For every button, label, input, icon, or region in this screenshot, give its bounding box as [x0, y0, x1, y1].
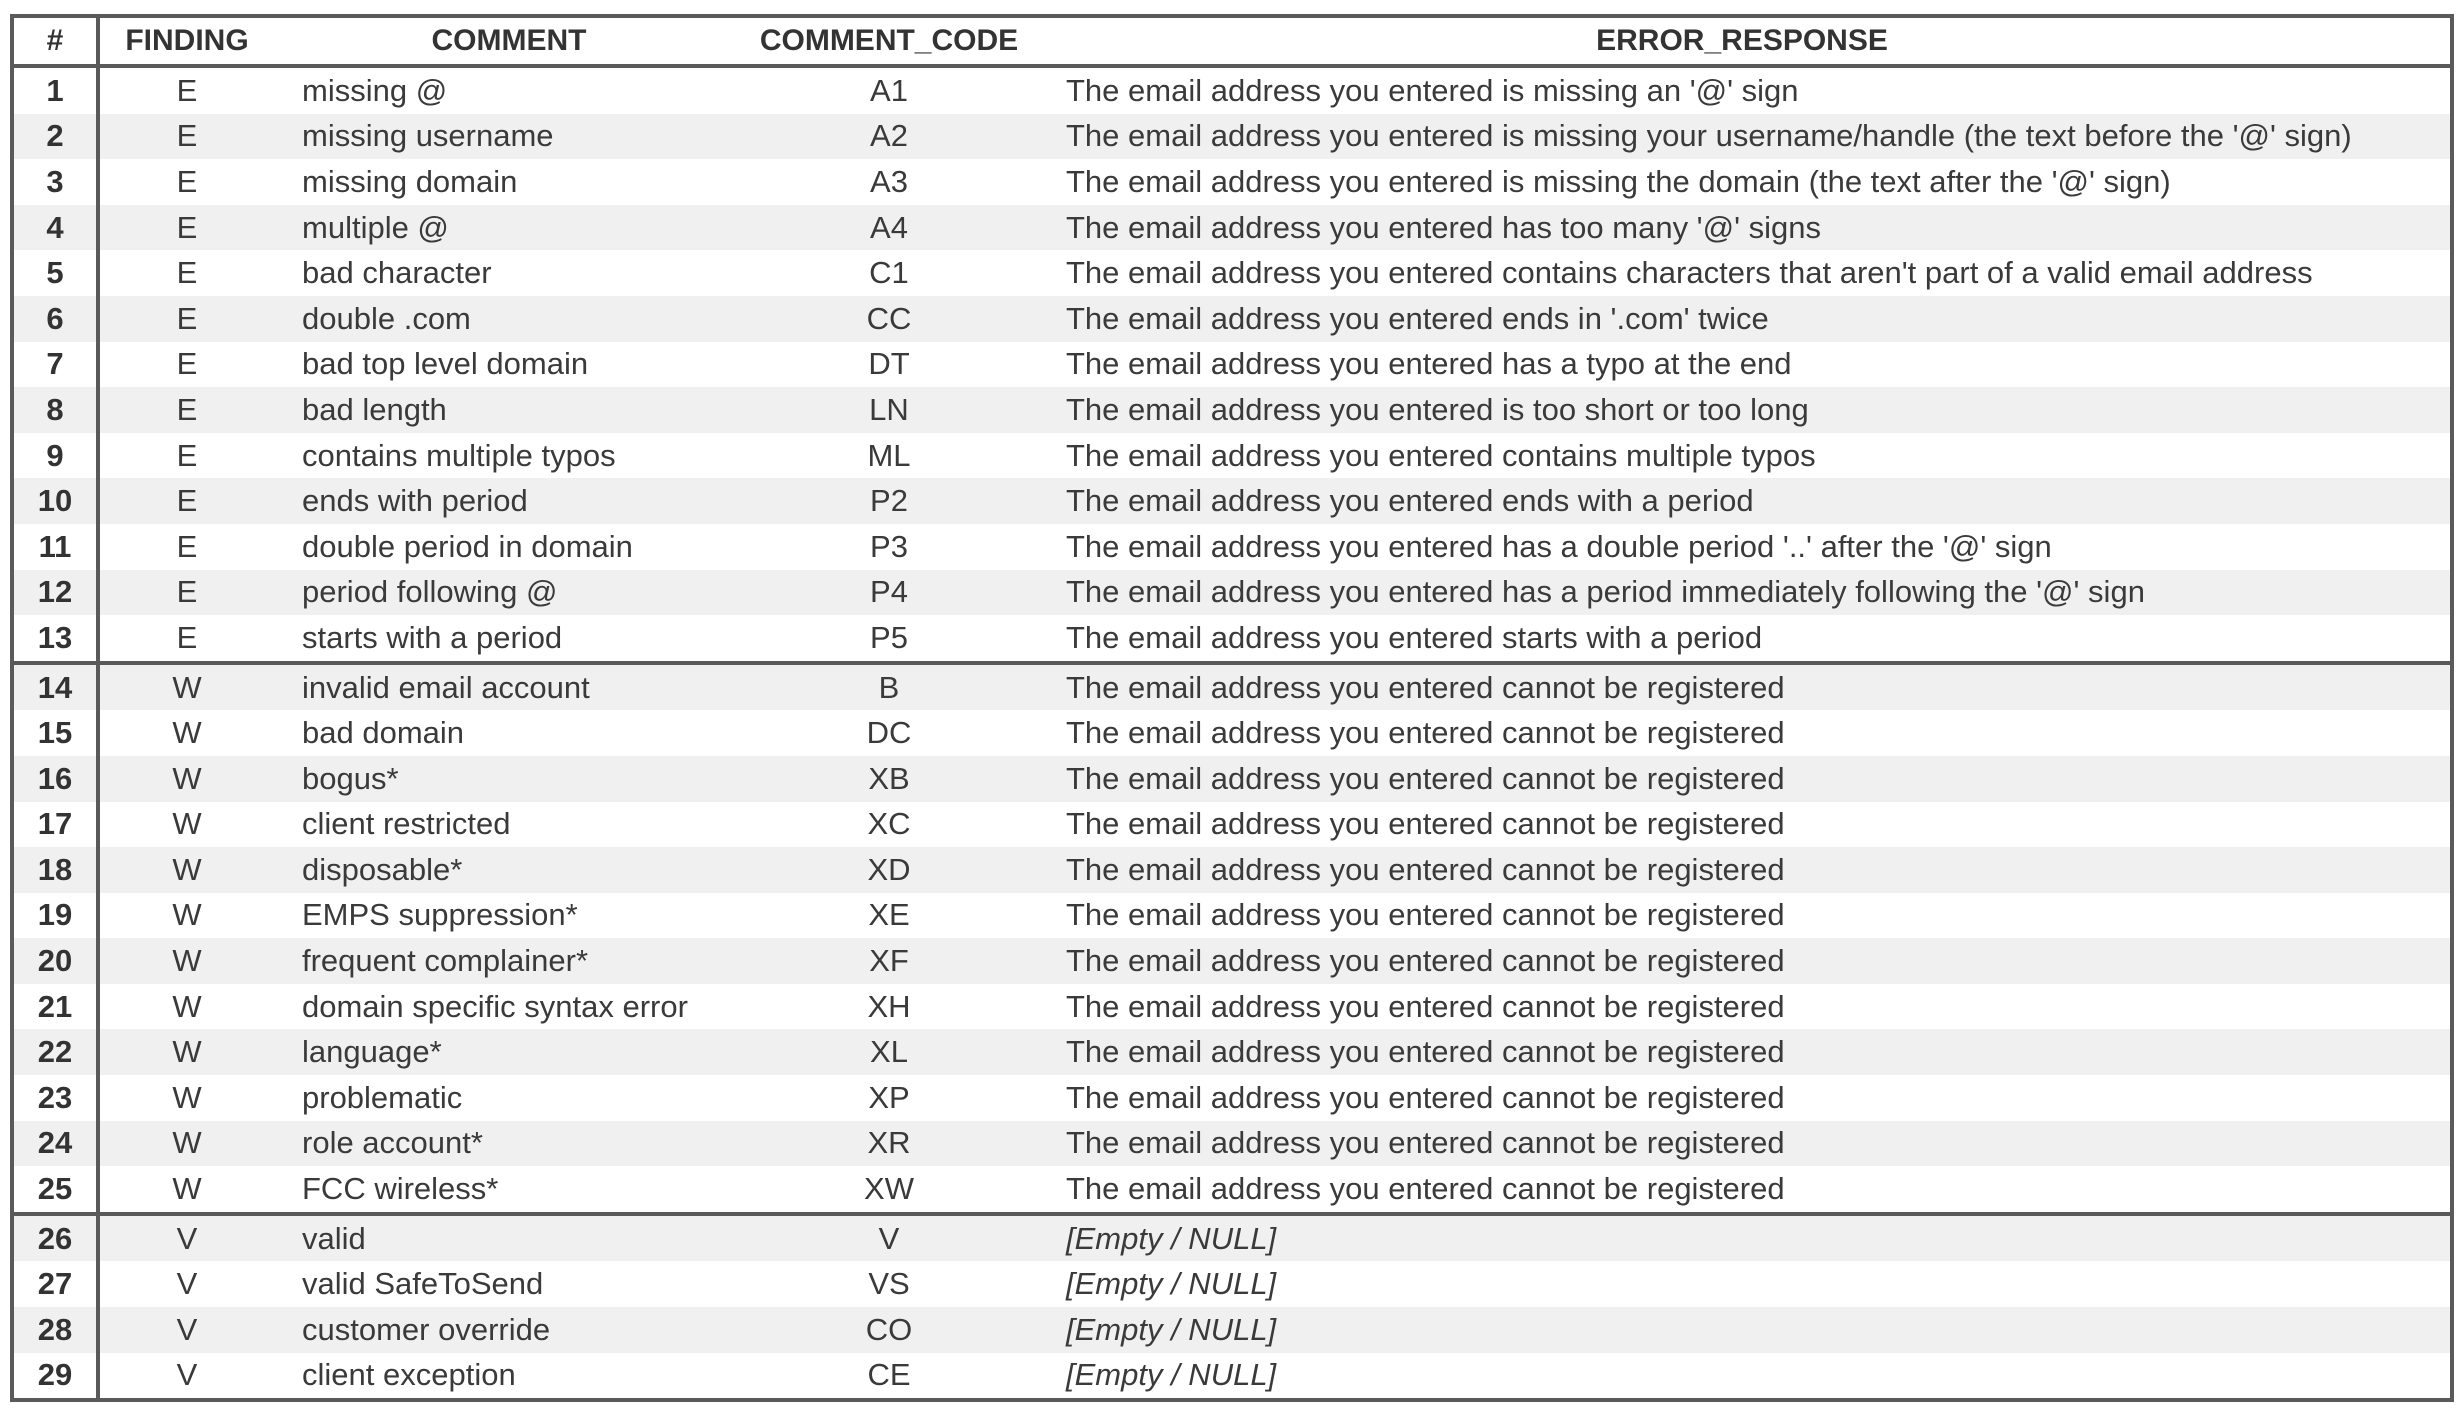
row-number-cell: 5 — [12, 250, 98, 296]
error-response-cell: The email address you entered cannot be registered — [1034, 1121, 2452, 1167]
table-row — [12, 893, 2452, 939]
comment-code-cell: CE — [744, 1353, 1034, 1401]
comment-cell: starts with a period — [274, 615, 744, 663]
table-row — [12, 296, 2452, 342]
comment-cell: bad length — [274, 387, 744, 433]
comment-code-cell: A4 — [744, 205, 1034, 251]
error-response-cell: The email address you entered contains multiple typos — [1034, 433, 2452, 479]
comment-cell: multiple @ — [274, 205, 744, 251]
error-response-cell: The email address you entered cannot be registered — [1034, 984, 2452, 1030]
comment-code-cell: CO — [744, 1307, 1034, 1353]
comment-code-cell: XF — [744, 938, 1034, 984]
comment-cell: valid SafeToSend — [274, 1261, 744, 1307]
table-row — [12, 1307, 2452, 1353]
finding-cell: W — [98, 756, 274, 802]
comment-code-cell: XL — [744, 1029, 1034, 1075]
table-row — [12, 342, 2452, 388]
row-number-cell: 19 — [12, 893, 98, 939]
row-number-cell: 15 — [12, 710, 98, 756]
table-header-row — [12, 16, 2452, 66]
comment-cell: client restricted — [274, 802, 744, 848]
table-row — [12, 802, 2452, 848]
finding-cell: V — [98, 1214, 274, 1262]
comment-cell: period following @ — [274, 570, 744, 616]
finding-cell: W — [98, 710, 274, 756]
column-header-number: # — [12, 16, 98, 66]
table-row — [12, 615, 2452, 663]
finding-cell: V — [98, 1353, 274, 1401]
comment-cell: ends with period — [274, 478, 744, 524]
table-row — [12, 1029, 2452, 1075]
error-response-cell: The email address you entered ends with a period — [1034, 478, 2452, 524]
comment-code-cell: XB — [744, 756, 1034, 802]
error-response-cell: The email address you entered ends in '.com' twice — [1034, 296, 2452, 342]
finding-cell: E — [98, 159, 274, 205]
error-response-cell: The email address you entered has a typo at the end — [1034, 342, 2452, 388]
finding-cell: E — [98, 433, 274, 479]
comment-cell: role account* — [274, 1121, 744, 1167]
finding-cell: E — [98, 387, 274, 433]
row-number-cell: 6 — [12, 296, 98, 342]
comment-code-cell: P3 — [744, 524, 1034, 570]
error-response-cell: The email address you entered cannot be registered — [1034, 1075, 2452, 1121]
table-row — [12, 1166, 2452, 1214]
finding-cell: E — [98, 478, 274, 524]
finding-cell: W — [98, 847, 274, 893]
table-row — [12, 387, 2452, 433]
comment-code-cell: XC — [744, 802, 1034, 848]
error-response-cell: The email address you entered cannot be registered — [1034, 756, 2452, 802]
table-row — [12, 524, 2452, 570]
comment-code-cell: LN — [744, 387, 1034, 433]
comment-code-cell: VS — [744, 1261, 1034, 1307]
comment-code-cell: XP — [744, 1075, 1034, 1121]
row-number-cell: 20 — [12, 938, 98, 984]
row-number-cell: 1 — [12, 66, 98, 114]
table-row — [12, 478, 2452, 524]
comment-cell: language* — [274, 1029, 744, 1075]
error-response-cell: The email address you entered is missing an '@' sign — [1034, 66, 2452, 114]
comment-code-cell: XH — [744, 984, 1034, 1030]
table-row — [12, 114, 2452, 160]
finding-cell: E — [98, 205, 274, 251]
finding-cell: E — [98, 250, 274, 296]
table-row — [12, 1214, 2452, 1262]
finding-cell: W — [98, 802, 274, 848]
error-response-cell: [Empty / NULL] — [1034, 1261, 2452, 1307]
comment-cell: client exception — [274, 1353, 744, 1401]
column-header-finding: FINDING — [98, 16, 274, 66]
row-number-cell: 9 — [12, 433, 98, 479]
column-header-error-response: ERROR_RESPONSE — [1034, 16, 2452, 66]
email-findings-table — [10, 14, 2454, 1402]
table-row — [12, 710, 2452, 756]
error-response-cell: [Empty / NULL] — [1034, 1214, 2452, 1262]
comment-cell: bad domain — [274, 710, 744, 756]
finding-cell: V — [98, 1261, 274, 1307]
comment-code-cell: A2 — [744, 114, 1034, 160]
error-response-cell: The email address you entered is missing the domain (the text after the '@' sign) — [1034, 159, 2452, 205]
comment-code-cell: CC — [744, 296, 1034, 342]
row-number-cell: 21 — [12, 984, 98, 1030]
row-number-cell: 14 — [12, 663, 98, 711]
table-row — [12, 205, 2452, 251]
comment-code-cell: B — [744, 663, 1034, 711]
comment-code-cell: XE — [744, 893, 1034, 939]
row-number-cell: 26 — [12, 1214, 98, 1262]
table-row — [12, 984, 2452, 1030]
email-findings-table-container — [10, 14, 2450, 1402]
comment-code-cell: A3 — [744, 159, 1034, 205]
table-row — [12, 1075, 2452, 1121]
comment-cell: contains multiple typos — [274, 433, 744, 479]
finding-cell: E — [98, 114, 274, 160]
finding-cell: W — [98, 1166, 274, 1214]
row-number-cell: 29 — [12, 1353, 98, 1401]
row-number-cell: 2 — [12, 114, 98, 160]
table-row — [12, 570, 2452, 616]
error-response-cell: The email address you entered cannot be registered — [1034, 710, 2452, 756]
row-number-cell: 27 — [12, 1261, 98, 1307]
comment-cell: frequent complainer* — [274, 938, 744, 984]
finding-cell: W — [98, 893, 274, 939]
finding-cell: W — [98, 663, 274, 711]
error-response-cell: The email address you entered has a double period '..' after the '@' sign — [1034, 524, 2452, 570]
row-number-cell: 17 — [12, 802, 98, 848]
error-response-cell: The email address you entered cannot be registered — [1034, 893, 2452, 939]
row-number-cell: 3 — [12, 159, 98, 205]
finding-cell: W — [98, 1075, 274, 1121]
comment-code-cell: P4 — [744, 570, 1034, 616]
row-number-cell: 16 — [12, 756, 98, 802]
finding-cell: E — [98, 66, 274, 114]
error-response-cell: The email address you entered cannot be registered — [1034, 938, 2452, 984]
comment-cell: FCC wireless* — [274, 1166, 744, 1214]
comment-code-cell: A1 — [744, 66, 1034, 114]
row-number-cell: 8 — [12, 387, 98, 433]
finding-cell: W — [98, 938, 274, 984]
comment-cell: double period in domain — [274, 524, 744, 570]
comment-cell: missing username — [274, 114, 744, 160]
table-row — [12, 938, 2452, 984]
finding-cell: V — [98, 1307, 274, 1353]
column-header-comment-code: COMMENT_CODE — [744, 16, 1034, 66]
table-row — [12, 663, 2452, 711]
comment-code-cell: XW — [744, 1166, 1034, 1214]
finding-cell: W — [98, 1121, 274, 1167]
column-header-comment: COMMENT — [274, 16, 744, 66]
finding-cell: E — [98, 615, 274, 663]
comment-code-cell: P5 — [744, 615, 1034, 663]
error-response-cell: The email address you entered cannot be registered — [1034, 663, 2452, 711]
row-number-cell: 13 — [12, 615, 98, 663]
table-row — [12, 159, 2452, 205]
comment-code-cell: DC — [744, 710, 1034, 756]
error-response-cell: The email address you entered starts with a period — [1034, 615, 2452, 663]
comment-cell: invalid email account — [274, 663, 744, 711]
table-row — [12, 847, 2452, 893]
error-response-cell: The email address you entered cannot be registered — [1034, 1029, 2452, 1075]
error-response-cell: The email address you entered has too many '@' signs — [1034, 205, 2452, 251]
table-row — [12, 1353, 2452, 1401]
error-response-cell: The email address you entered is missing your username/handle (the text before the '@' sign) — [1034, 114, 2452, 160]
row-number-cell: 18 — [12, 847, 98, 893]
error-response-cell: [Empty / NULL] — [1034, 1353, 2452, 1401]
table-row — [12, 756, 2452, 802]
comment-cell: bad character — [274, 250, 744, 296]
comment-cell: missing domain — [274, 159, 744, 205]
comment-cell: customer override — [274, 1307, 744, 1353]
error-response-cell: The email address you entered is too short or too long — [1034, 387, 2452, 433]
row-number-cell: 7 — [12, 342, 98, 388]
table-row — [12, 250, 2452, 296]
row-number-cell: 10 — [12, 478, 98, 524]
comment-cell: problematic — [274, 1075, 744, 1121]
error-response-cell: The email address you entered has a period immediately following the '@' sign — [1034, 570, 2452, 616]
comment-cell: bogus* — [274, 756, 744, 802]
error-response-cell: The email address you entered contains characters that aren't part of a valid email address — [1034, 250, 2452, 296]
comment-code-cell: XR — [744, 1121, 1034, 1167]
comment-cell: double .com — [274, 296, 744, 342]
table-row — [12, 433, 2452, 479]
table-body — [12, 66, 2452, 1400]
comment-cell: domain specific syntax error — [274, 984, 744, 1030]
row-number-cell: 12 — [12, 570, 98, 616]
comment-cell: EMPS suppression* — [274, 893, 744, 939]
comment-code-cell: DT — [744, 342, 1034, 388]
comment-code-cell: V — [744, 1214, 1034, 1262]
comment-code-cell: P2 — [744, 478, 1034, 524]
table-row — [12, 1121, 2452, 1167]
finding-cell: E — [98, 524, 274, 570]
table-row — [12, 66, 2452, 114]
error-response-cell: The email address you entered cannot be registered — [1034, 1166, 2452, 1214]
error-response-cell: [Empty / NULL] — [1034, 1307, 2452, 1353]
error-response-cell: The email address you entered cannot be registered — [1034, 847, 2452, 893]
finding-cell: W — [98, 984, 274, 1030]
row-number-cell: 22 — [12, 1029, 98, 1075]
row-number-cell: 4 — [12, 205, 98, 251]
comment-cell: bad top level domain — [274, 342, 744, 388]
comment-code-cell: XD — [744, 847, 1034, 893]
finding-cell: W — [98, 1029, 274, 1075]
comment-cell: disposable* — [274, 847, 744, 893]
error-response-cell: The email address you entered cannot be registered — [1034, 802, 2452, 848]
row-number-cell: 24 — [12, 1121, 98, 1167]
table-row — [12, 1261, 2452, 1307]
row-number-cell: 28 — [12, 1307, 98, 1353]
finding-cell: E — [98, 296, 274, 342]
comment-cell: valid — [274, 1214, 744, 1262]
finding-cell: E — [98, 570, 274, 616]
row-number-cell: 11 — [12, 524, 98, 570]
finding-cell: E — [98, 342, 274, 388]
comment-code-cell: C1 — [744, 250, 1034, 296]
comment-cell: missing @ — [274, 66, 744, 114]
row-number-cell: 25 — [12, 1166, 98, 1214]
comment-code-cell: ML — [744, 433, 1034, 479]
row-number-cell: 23 — [12, 1075, 98, 1121]
